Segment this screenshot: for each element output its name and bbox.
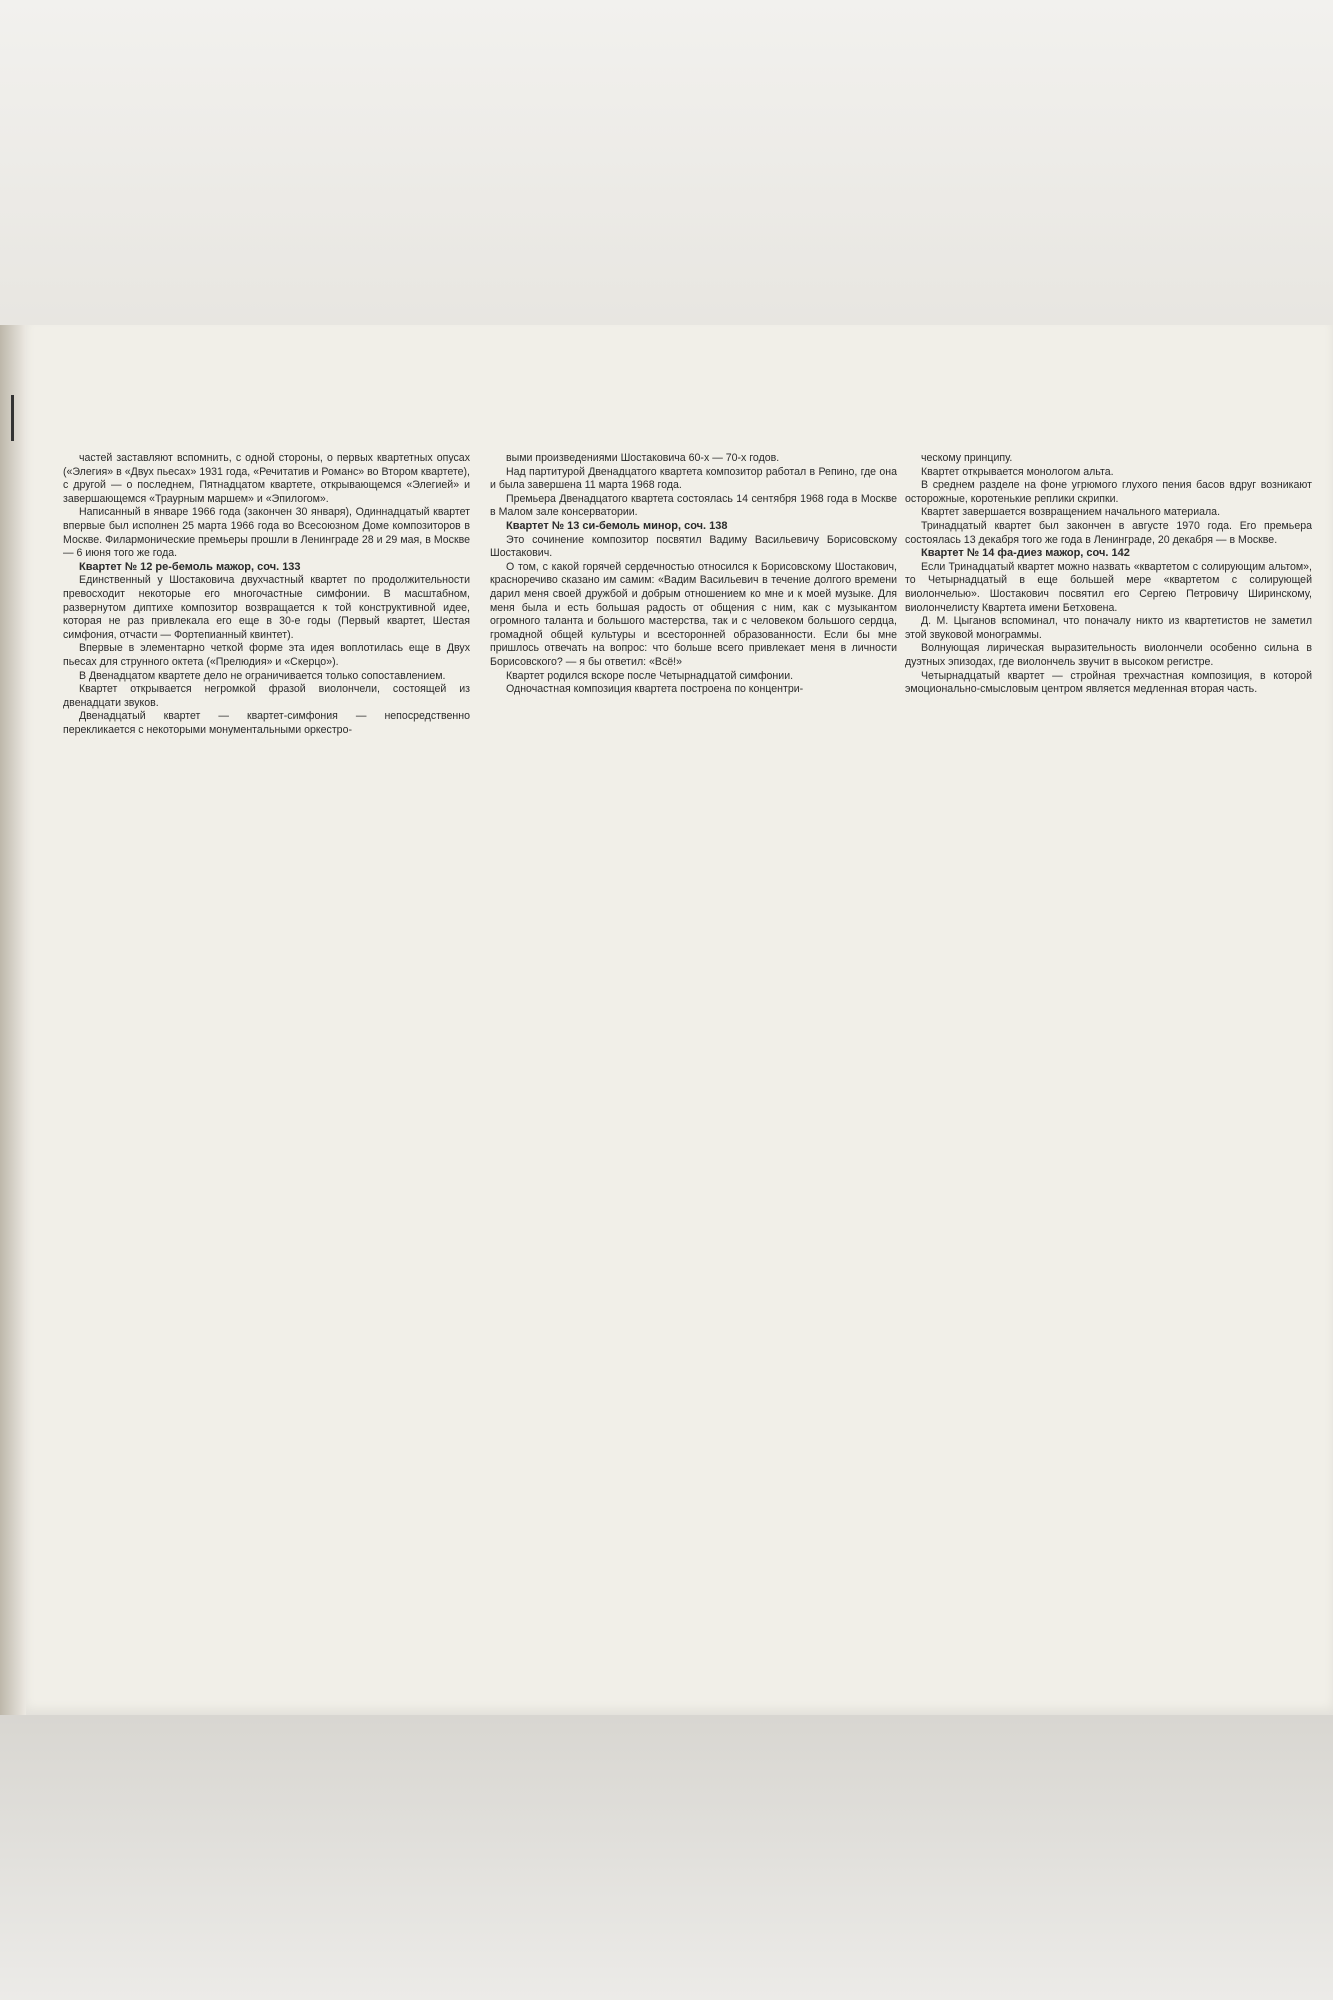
paragraph: Премьера Двенадцатого квартета состоялась 14 сентября 1968 года в Москве в Малом зале консерватории. [490,492,897,519]
paragraph: В среднем разделе на фоне угрюмого глухого пения басов вдруг возникают осторожные, коротенькие реплики скрипки. [905,479,1312,505]
section-heading: Квартет № 14 фа-диез мажор, соч. 142 [921,547,1130,560]
paragraph: Д. М. Цыганов вспоминал, что поначалу никто из квартетистов не заметил этой звуковой монограммы. [905,615,1312,641]
paragraph: частей заставляют вспомнить, с одной стороны, о первых квартетных опусах («Элегия» в «Двух пьесах» 1931 года, «Речитатив и Романс» во Втором квартете), с другой — о последнем, Пятнадцатом квартете, открывающемся «Элегией» и завершающемся «Траурным маршем» и «Эпилогом». [63,452,470,505]
text-column-1 [63,452,470,1562]
text-column-2 [490,452,897,1562]
paragraph: В Двенадцатом квартете дело не ограничивается только сопоставлением. [79,669,446,682]
section-heading: Квартет № 12 ре-бемоль мажор, соч. 133 [79,560,301,573]
paragraph: Квартет открывается негромкой фразой виолончели, состоящей из двенадцати звуков. [63,683,470,709]
paragraph: Это сочинение композитор посвятил Вадиму Васильевичу Борисовскому Шостакович. [490,533,897,560]
paragraph: Волнующая лирическая выразительность виолончели особенно сильна в дуэтных эпизодах, где виолончель звучит в высоком регистре. [905,642,1312,668]
booklet-spine [0,325,26,1715]
paragraph: Четырнадцатый квартет — стройная трехчастная композиция, в которой эмоционально-смысловым центром является медленная вторая часть. [905,669,1312,696]
paragraph: Тринадцатый квартет был закончен в августе 1970 года. Его премьера состоялась 13 декабря того же года в Ленинграде, 20 декабря — в Москве. [905,519,1312,546]
paragraph: Квартет родился вскоре после Четырнадцатой симфонии. [506,669,794,682]
backdrop-bottom [0,1715,1333,2000]
paragraph: Квартет завершается возвращением начального материала. [921,506,1221,519]
edge-mark [11,395,14,441]
paragraph: Над партитурой Двенадцатого квартета композитор работал в Репино, где она и была завершена 11 марта 1968 года. [490,465,897,492]
paragraph: выми произведениями Шостаковича 60-х — 70-х годов. [506,452,780,464]
section-heading: Квартет № 13 си-бемоль минор, соч. 138 [506,519,728,532]
paragraph: Единственный у Шостаковича двухчастный квартет по продолжительности превосходит некоторые его многочастные симфонии. В масштабном, развернутом диптихе композитор возвращается к той конструктивной идее, которая не раз привлекала его еще в 30-е годы (Первый квартет, Шестая симфония, отчасти — Фортепианный квинтет). [63,574,470,641]
paragraph: Написанный в январе 1966 года (закончен 30 января), Одиннадцатый квартет впервые был исполнен 25 марта 1966 года во Всесоюзном Доме композиторов в Москве. Филармонические премьеры прошли в Ленинграде 28 и 29 мая, в Москве — 6 июня того же года. [63,506,470,560]
paragraph: Квартет открывается монологом альта. [921,465,1114,478]
paragraph: Двенадцатый квартет — квартет-симфония — непосредственно перекликается с некоторыми монументальными оркестро- [63,710,470,736]
paragraph: Одночастная композиция квартета построена по концентри- [506,683,804,696]
paragraph: О том, с какой горячей сердечностью относился к Борисовскому Шостакович, красноречиво сказано им самим: «Вадим Васильевич в течение долгого времени дарил меня своей дружбой и добрым отношением ко мне и к моей музыке. Для меня была и есть большая радость от общения с ним, как с музыкантом огромного таланта и большого мастерства, так и с человеком большого сердца, громадной общей культуры и всесторонней образованности. Если бы мне пришлось отвечать на вопрос: что больше всего привлекает меня в личности Борисовского? — я бы ответил: «Всё!» [490,560,897,668]
paragraph: Впервые в элементарно четкой форме эта идея воплотилась еще в Двух пьесах для струнного октета («Прелюдия» и «Скерцо»). [63,642,470,668]
backdrop [0,0,1333,325]
paragraph: ческому принципу. [921,452,1013,464]
text-column-3 [905,452,1312,1562]
paragraph: Если Тринадцатый квартет можно назвать «квартетом с солирующим альтом», то Четырнадцатый в еще большей мере «квартетом с солирующей виолончелью». Шостакович посвятил его Сергею Петровичу Ширинскому, виолончелисту Квартета имени Бетховена. [905,560,1312,614]
